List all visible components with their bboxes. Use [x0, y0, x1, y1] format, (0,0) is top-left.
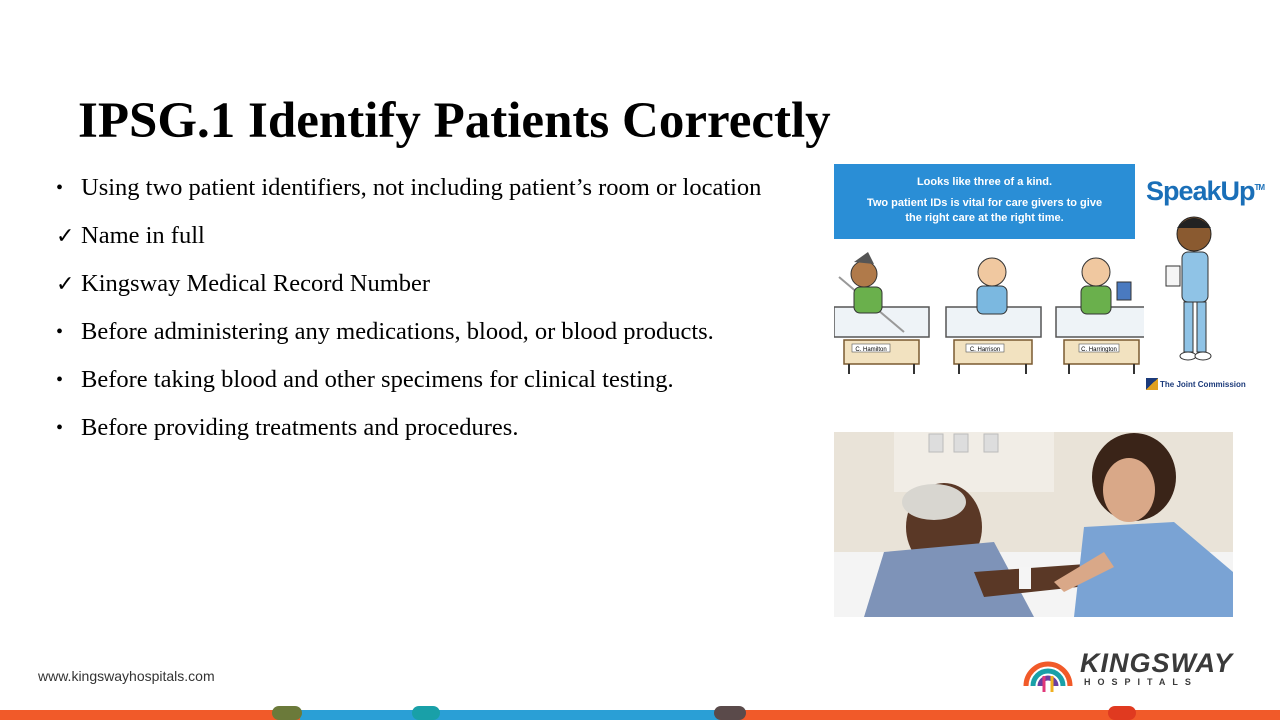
bullet-dot-icon: •: [56, 369, 64, 391]
banner-headline: Looks like three of a kind.: [916, 176, 1053, 188]
bullet-item: [56, 410, 776, 446]
checkmark-icon: ✓: [56, 271, 75, 296]
bed-label: C. Harrington: [1081, 347, 1117, 353]
speakup-logo: SpeakUp™: [1146, 176, 1265, 206]
joint-commission-logo: The Joint Commission: [1146, 378, 1246, 390]
bullet-text: Before taking blood and other specimens for clinical testing.: [81, 366, 674, 393]
bed-label: C. Harrison: [969, 347, 1001, 353]
bed-label: C. Hamilton: [855, 347, 887, 353]
kingsway-rainbow-icon: [1022, 646, 1077, 692]
bed-3: [1056, 258, 1144, 374]
bullet-text: Kingsway Medical Record Number: [81, 270, 431, 297]
bullet-item: [56, 362, 776, 398]
kingsway-logo: [1022, 646, 1252, 692]
bullet-item: [56, 314, 776, 350]
bullet-text: Using two patient identifiers, not including patient’s room or location: [81, 174, 762, 201]
brand-name: KINGSWAY: [1080, 648, 1234, 678]
nurse-patient-photo-illustration: [834, 432, 1233, 617]
slide-title: IPSG.1 Identify Patients Correctly: [78, 93, 831, 149]
nurse-patient-photo: [834, 432, 1233, 617]
bullet-list: [56, 170, 776, 458]
banner-text-line: the right care at the right time.: [905, 212, 1064, 224]
bullet-item: [56, 170, 776, 206]
nurse-cartoon: [1162, 214, 1232, 364]
bullet-dot-icon: •: [56, 417, 64, 439]
patients-in-beds-cartoon: [834, 252, 1144, 382]
bullet-item: [56, 266, 776, 302]
speakup-banner: [834, 164, 1135, 239]
bed-1: [834, 252, 929, 374]
banner-text-line: Two patient IDs is vital for care givers to give: [866, 197, 1103, 209]
website-url: www.kingswayhospitals.com: [38, 668, 215, 684]
bullet-dot-icon: •: [56, 177, 64, 199]
bullet-item: [56, 218, 776, 254]
bed-2: [946, 258, 1041, 374]
bullet-text: Name in full: [81, 222, 205, 249]
speakup-illustration: [834, 164, 1265, 402]
bullet-text: Before administering any medications, blood, or blood products.: [81, 318, 714, 345]
checkmark-icon: ✓: [56, 223, 75, 248]
footer-color-bar: [0, 706, 1280, 720]
bullet-dot-icon: •: [56, 321, 64, 343]
joint-commission-icon: [1146, 378, 1158, 390]
bullet-text: Before providing treatments and procedures.: [81, 414, 519, 441]
brand-subtitle: HOSPITALS: [1084, 677, 1198, 687]
